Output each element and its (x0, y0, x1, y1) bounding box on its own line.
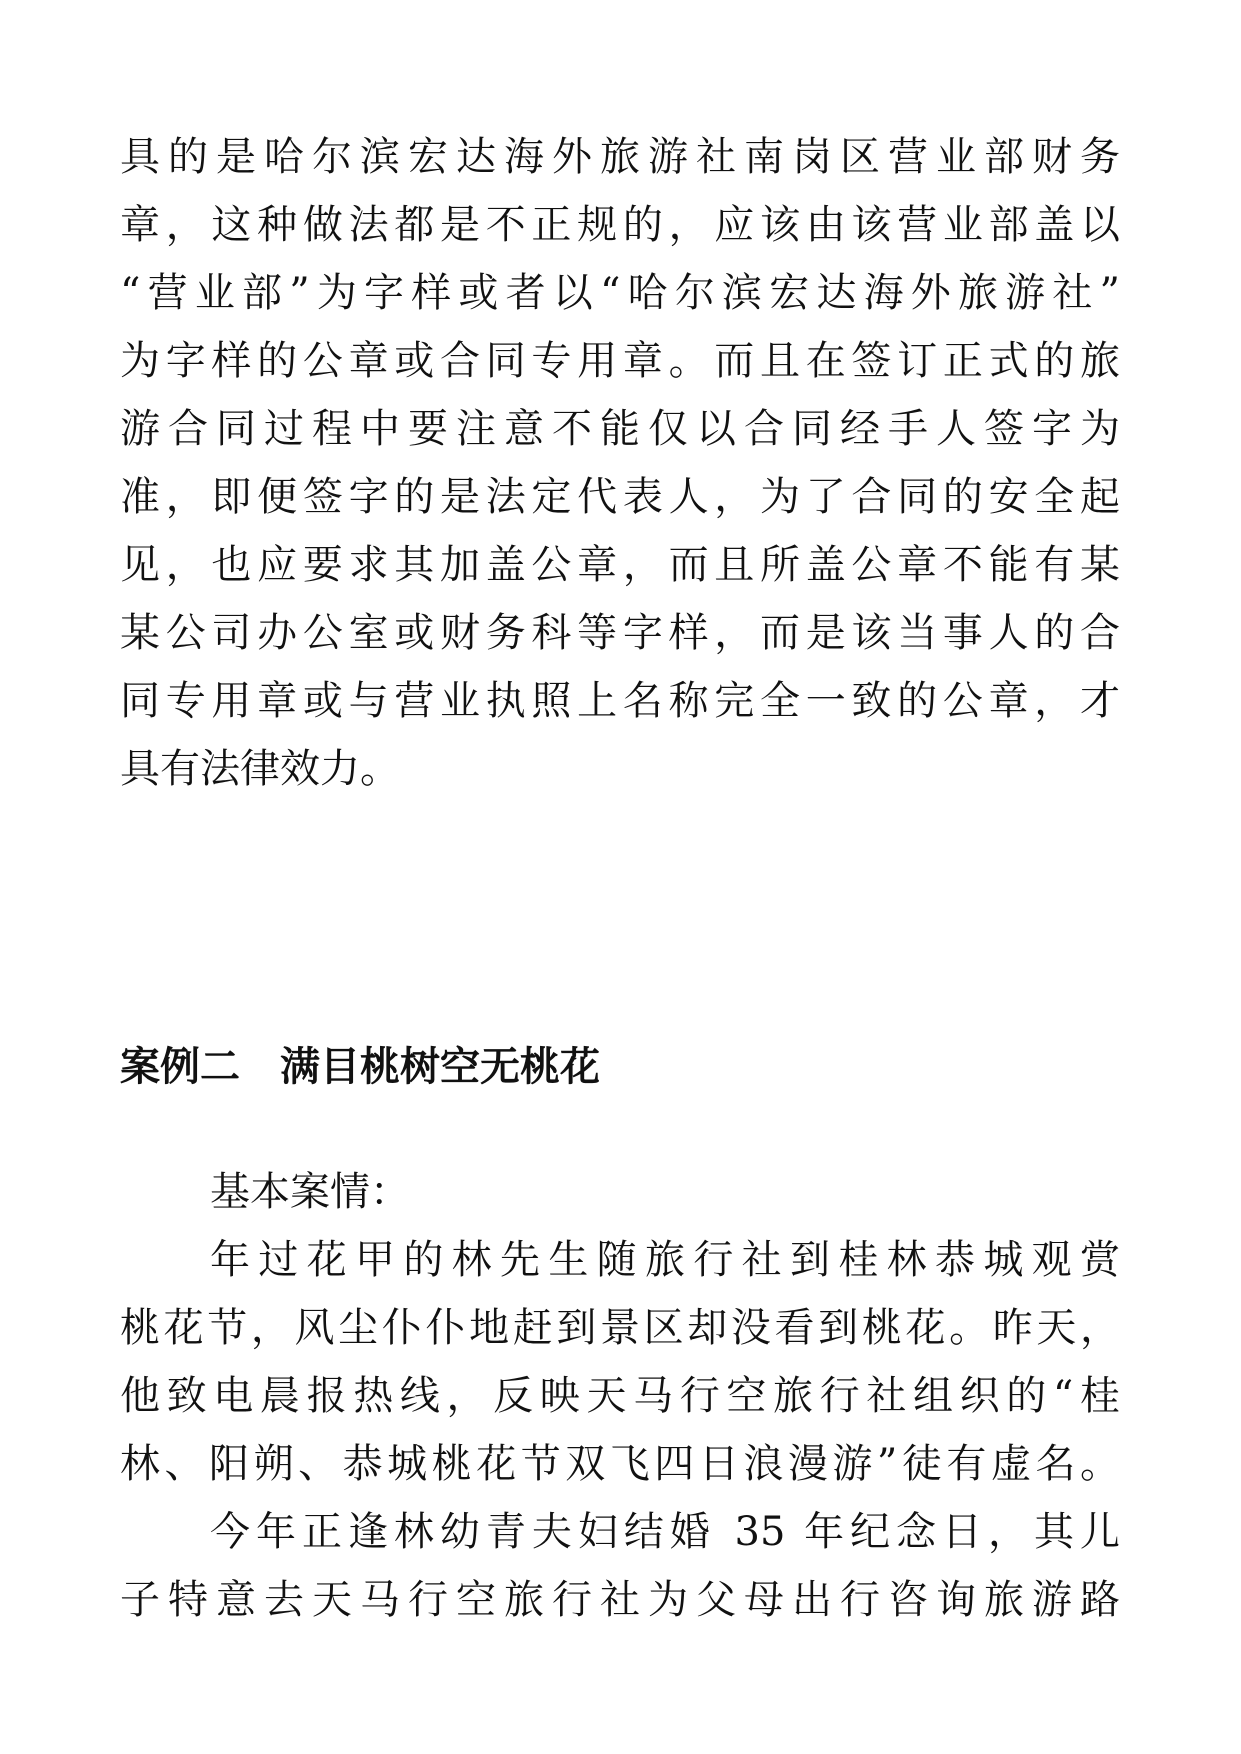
paragraph1-line-10: 具有法律效力。 (120, 746, 400, 792)
paragraph2-line-1: 年过花甲的林先生随旅行社到桂林恭城观赏 (210, 1237, 1120, 1283)
paragraph1-line-2: 章，这种做法都是不正规的，应该由该营业部盖以 (120, 202, 1120, 248)
paragraph3-line-2: 子特意去天马行空旅行社为父母出行咨询旅游路 (120, 1577, 1120, 1623)
paragraph2-line-2: 桃花节，风尘仆仆地赶到景区却没看到桃花。昨天， (120, 1305, 1120, 1351)
paragraph1-line-9: 同专用章或与营业执照上名称完全一致的公章，才 (120, 678, 1120, 724)
paragraph1-line-8: 某公司办公室或财务科等字样，而是该当事人的合 (120, 610, 1120, 656)
paragraph1-line-7: 见，也应要求其加盖公章，而且所盖公章不能有某 (120, 542, 1120, 588)
section-label: 基本案情： (210, 1169, 410, 1215)
paragraph1-line-5: 游合同过程中要注意不能仅以合同经手人签字为 (120, 406, 1120, 452)
paragraph1-line-3: “营业部”为字样或者以“哈尔滨宏达海外旅游社” (120, 270, 1120, 316)
paragraph1-line-4: 为字样的公章或合同专用章。而且在签订正式的旅 (120, 338, 1120, 384)
case-heading: 案例二 满目桃树空无桃花 (120, 1044, 600, 1090)
paragraph2-line-3: 他致电晨报热线，反映天马行空旅行社组织的“桂 (120, 1373, 1120, 1419)
paragraph1-line-6: 准，即便签字的是法定代表人，为了合同的安全起 (120, 474, 1120, 520)
paragraph3-line-1: 今年正逢林幼青夫妇结婚 35 年纪念日，其儿 (210, 1509, 1120, 1555)
paragraph2-line-4: 林、阳朔、恭城桃花节双飞四日浪漫游”徒有虚名。 (120, 1441, 1120, 1487)
paragraph1-line-1: 具的是哈尔滨宏达海外旅游社南岗区营业部财务 (120, 134, 1120, 180)
